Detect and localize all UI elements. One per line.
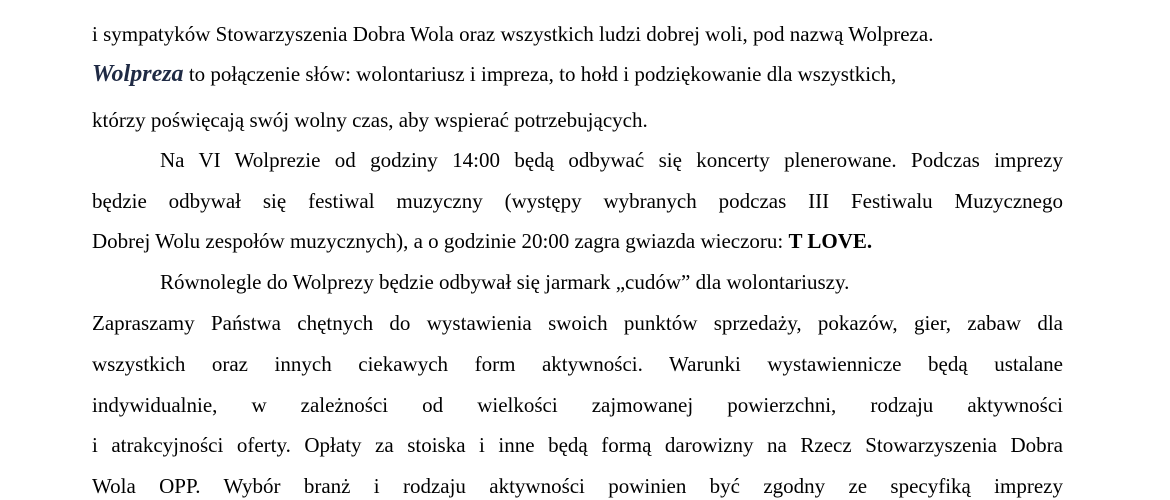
text-line-4: będzie odbywał się festiwal muzyczny (występy wybranych podczas III Festiwalu Muzycznego — [92, 189, 1063, 213]
text-line-9: indywidualnie, w zależności od wielkości zajmowanej powierzchni, rodzaju aktywności — [92, 393, 1063, 417]
text-line-3: Na VI Wolprezie od godziny 14:00 będą odbywać się koncerty plenerowane. Podczas imprezy — [160, 148, 1063, 172]
text-line-6: Równolegle do Wolprezy będzie odbywał się jarmark „cudów” dla wolontariuszy. — [160, 270, 850, 294]
cut-off-line — [92, 0, 1062, 11]
text-line-5 — [92, 229, 872, 253]
text-line-1-rest: to połączenie słów: wolontariusz i impreza, to hołd i podziękowanie dla wszystkich, — [188, 62, 897, 86]
text-line-10: i atrakcyjności oferty. Opłaty za stoiska i inne będą formą darowizny na Rzecz Stowarzyszenia Dobra — [92, 433, 1063, 457]
text-line-5-pre: Dobrej Wolu zespołów muzycznych), a o godzinie 20:00 zagra gwiazda wieczoru: — [92, 229, 784, 253]
headliner-name: T LOVE. — [788, 229, 873, 253]
text-line-11: Wola OPP. Wybór branż i rodzaju aktywności powinien być zgodny ze specyfiką imprezy — [92, 474, 1063, 498]
wolpreza-highlight: Wolpreza — [92, 61, 184, 87]
text-line-2: którzy poświęcają swój wolny czas, aby wspierać potrzebujących. — [92, 108, 648, 132]
text-line-1 — [92, 62, 896, 86]
text-line-7: Zapraszamy Państwa chętnych do wystawienia swoich punktów sprzedaży, pokazów, gier, zabaw dla — [92, 311, 1063, 335]
text-line-8: wszystkich oraz innych ciekawych form aktywności. Warunki wystawiennicze będą ustalane — [92, 352, 1063, 376]
text-line-0: i sympatyków Stowarzyszenia Dobra Wola oraz wszystkich ludzi dobrej woli, pod nazwą Wolpreza. — [92, 22, 934, 46]
